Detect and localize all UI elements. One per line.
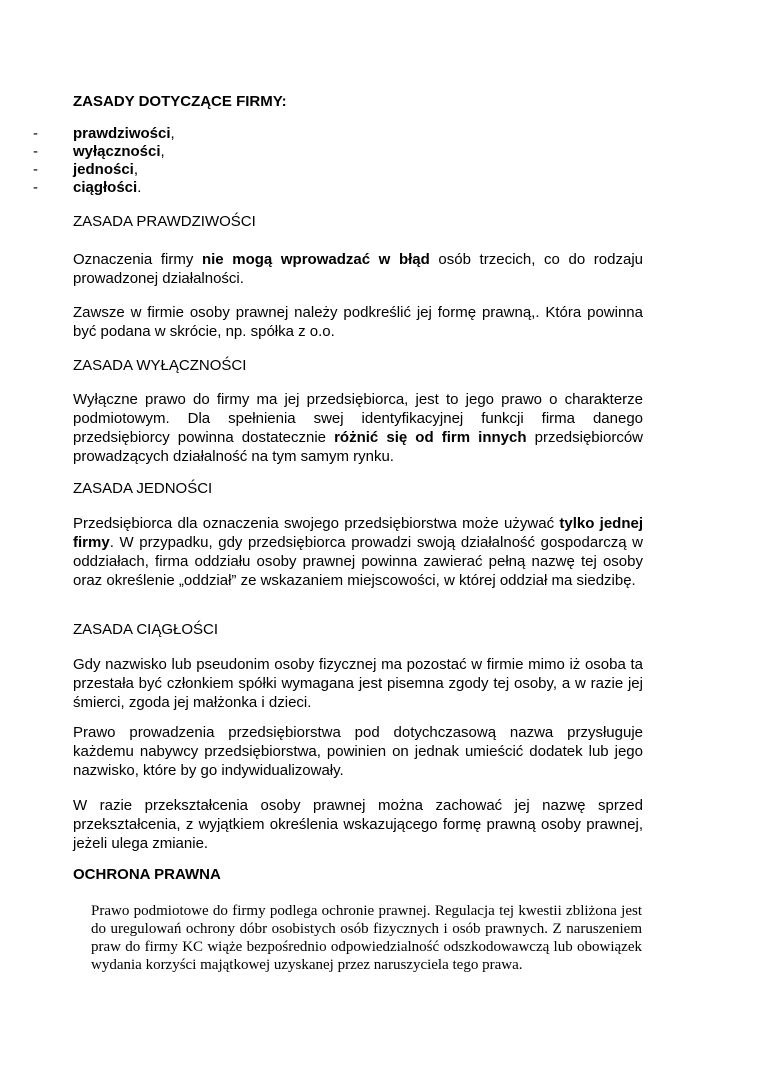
paragraph-text: Przedsiębiorca dla oznaczenia swojego przedsiębiorstwa może używać	[73, 515, 560, 532]
list-dash: -	[33, 161, 38, 178]
section-title-jednosci: ZASADA JEDNOŚCI	[73, 480, 213, 497]
paragraph-text: przedsiębiorców prowadzących działalność na tym samym rynku.	[73, 429, 643, 465]
emphasis-text: różnić się od firm innych	[334, 429, 527, 446]
paragraph-text: osób trzecich, co do rodzaju prowadzonej działalności.	[73, 251, 643, 287]
section-title-ciaglosci: ZASADA CIĄGŁOŚCI	[73, 621, 219, 638]
list-item	[33, 161, 175, 179]
paragraph-text: . W przypadku, gdy przedsiębiorca prowadzi swoją działalność gospodarczą w oddziałach, firma oddziału osoby prawnej powinna zawierać pełną nazwę tej osoby oraz określenie „oddział” ze wskazaniem miejscowości, w której oddział ma siedzibę.	[73, 534, 643, 589]
list-item	[33, 179, 175, 197]
emphasis-text: nie mogą wprowadzać w błąd	[201, 251, 430, 268]
paragraph-text: Wyłączne prawo do firmy ma jej przedsiębiorca, jest to jego prawo o charakterze podmiotowym. Dla spełnienia swej identyfikacyjnej funkcji firma danego przedsiębiorcy powinna dostatecznie	[73, 391, 643, 446]
principle-term: wyłączności	[73, 143, 161, 160]
list-item	[33, 143, 175, 161]
paragraph	[73, 514, 643, 590]
principle-term: jedności	[73, 161, 134, 178]
principle-separator: ,	[160, 143, 165, 160]
list-dash: -	[33, 125, 38, 142]
principle-separator: .	[137, 179, 142, 196]
list-item	[33, 125, 175, 143]
page-title: ZASADY DOTYCZĄCE FIRMY:	[73, 93, 287, 110]
emphasis-text: tylko jednej firmy	[73, 515, 643, 551]
section-title-prawdziwosci: ZASADA PRAWDZIWOŚCI	[73, 213, 256, 230]
principle-separator: ,	[133, 161, 139, 178]
paragraph	[73, 250, 643, 288]
principles-list	[33, 125, 175, 197]
list-dash: -	[33, 179, 38, 196]
list-dash: -	[33, 143, 38, 160]
principle-separator: ,	[170, 125, 175, 142]
section-title-ochrona: OCHRONA PRAWNA	[73, 866, 221, 883]
paragraph: Zawsze w firmie osoby prawnej należy podkreślić jej formę prawną,. Która powinna być podana w skrócie, np. spółka z o.o.	[73, 304, 643, 340]
paragraph-text: Oznaczenia firmy	[73, 251, 202, 268]
paragraph: W razie przekształcenia osoby prawnej można zachować jej nazwę sprzed przekształcenia, z wyjątkiem określenia wskazującego formę prawną osoby prawnej, jeżeli ulega zmianie.	[73, 797, 643, 852]
paragraph: Prawo prowadzenia przedsiębiorstwa pod dotychczasową nazwa przysługuje każdemu nabywcy przedsiębiorstwa, powinien on jednak umieścić dodatek lub jego nazwisko, które by go indywidualizowały.	[73, 724, 643, 779]
principle-term: ciągłości	[73, 179, 138, 196]
paragraph: Prawo podmiotowe do firmy podlega ochronie prawnej. Regulacja tej kwestii zbliżona jest do uregulowań ochrony dóbr osobistych osób fizycznych i osób prawnych. Z naruszeniem praw do firmy KC wiąże bezpośrednio odpowiedzialność odszkodowawczą lub obowiązek wydania korzyści majątkowej uzyskanej przez naruszyciela tego prawa.	[91, 903, 642, 973]
principle-term: prawdziwości	[73, 125, 171, 142]
paragraph	[73, 390, 643, 466]
section-title-wylacznosci: ZASADA WYŁĄCZNOŚCI	[73, 357, 247, 374]
paragraph: Gdy nazwisko lub pseudonim osoby fizycznej ma pozostać w firmie mimo iż osoba ta przestała być członkiem spółki wymagana jest pisemna zgody tej osoby, a w razie jej śmierci, zgoda jej małżonka i dzieci.	[73, 656, 643, 711]
